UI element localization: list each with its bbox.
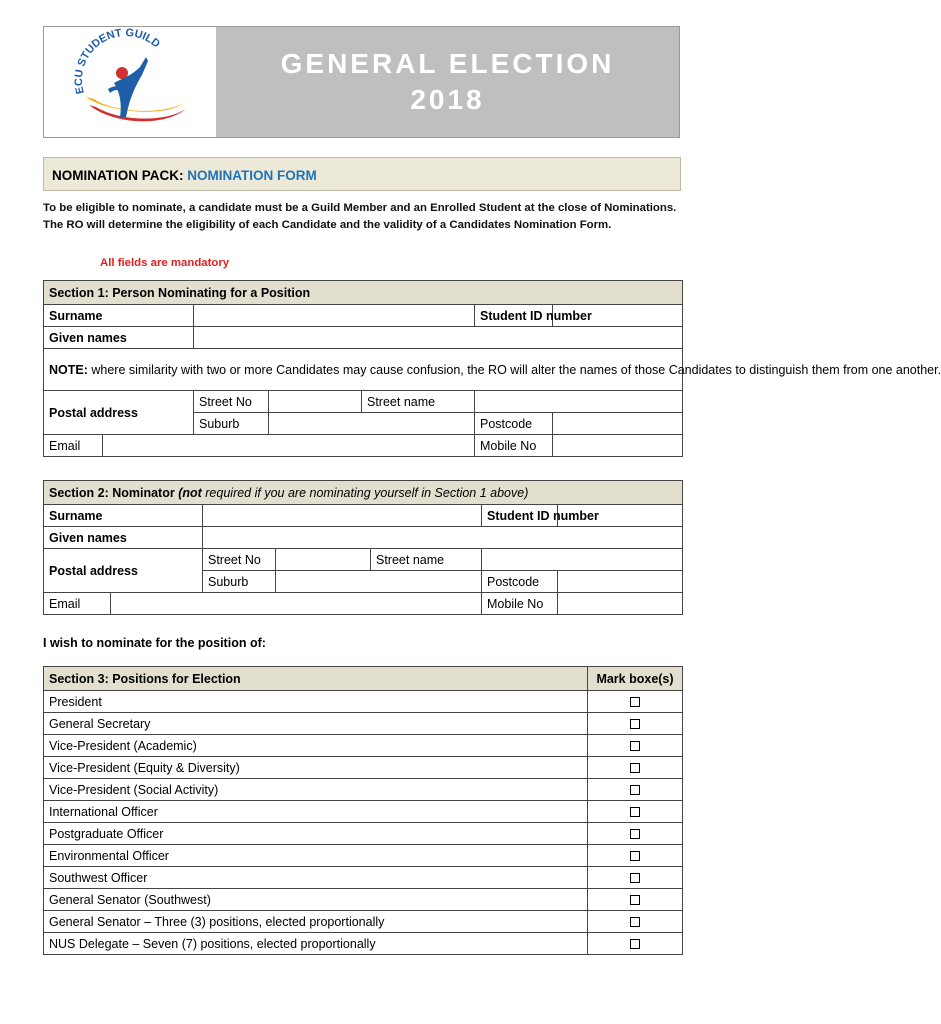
position-checkbox[interactable]: [630, 697, 640, 707]
s2-email-field[interactable]: [111, 593, 482, 615]
nomination-pack-highlight: NOMINATION FORM: [187, 168, 317, 183]
position-checkbox[interactable]: [630, 741, 640, 751]
position-checkbox[interactable]: [630, 851, 640, 861]
position-label: Vice-President (Equity & Diversity): [44, 757, 588, 779]
s2-student-id-label: Student ID number: [482, 505, 558, 527]
position-label: General Senator (Southwest): [44, 889, 588, 911]
s2-mobile-field[interactable]: [558, 593, 683, 615]
position-label: General Senator – Three (3) positions, elected proportionally: [44, 911, 588, 933]
position-checkbox-cell: [588, 911, 683, 933]
s2-postal-address-label: Postal address: [44, 549, 203, 593]
section-1-table: [43, 280, 941, 457]
s2-given-names-field[interactable]: [203, 527, 683, 549]
s1-surname-field[interactable]: [194, 305, 475, 327]
mark-boxes-heading: Mark boxe(s): [588, 667, 683, 691]
position-label: Vice-President (Social Activity): [44, 779, 588, 801]
s1-given-names-field[interactable]: [194, 327, 683, 349]
s1-mobile-label: Mobile No: [475, 435, 553, 457]
position-checkbox[interactable]: [630, 807, 640, 817]
s1-street-name-label: Street name: [362, 391, 475, 413]
wish-statement: I wish to nominate for the position of:: [43, 636, 266, 650]
position-checkbox[interactable]: [630, 829, 640, 839]
position-row: [44, 757, 683, 779]
s1-suburb-field[interactable]: [269, 413, 475, 435]
s1-postcode-field[interactable]: [553, 413, 683, 435]
position-checkbox[interactable]: [630, 763, 640, 773]
title-line-1: GENERAL ELECTION: [280, 48, 615, 79]
logo-text: ECU STUDENT GUILD: [72, 27, 163, 96]
position-checkbox[interactable]: [630, 873, 640, 883]
s1-postal-address-label: Postal address: [44, 391, 194, 435]
title-line-2: 2018: [410, 84, 485, 115]
position-row: [44, 801, 683, 823]
s1-surname-label: Surname: [44, 305, 194, 327]
position-checkbox-cell: [588, 823, 683, 845]
s2-postcode-label: Postcode: [482, 571, 558, 593]
position-label: Vice-President (Academic): [44, 735, 588, 757]
intro-text: [43, 200, 683, 234]
position-checkbox-cell: [588, 867, 683, 889]
s1-street-no-field[interactable]: [269, 391, 362, 413]
header: [43, 26, 680, 138]
position-checkbox[interactable]: [630, 785, 640, 795]
position-checkbox-cell: [588, 757, 683, 779]
s1-suburb-label: Suburb: [194, 413, 269, 435]
section-3-heading: Section 3: Positions for Election: [44, 667, 588, 691]
position-row: [44, 911, 683, 933]
position-label: Southwest Officer: [44, 867, 588, 889]
position-row: [44, 845, 683, 867]
s1-mobile-field[interactable]: [553, 435, 683, 457]
s2-given-names-label: Given names: [44, 527, 203, 549]
position-checkbox-cell: [588, 933, 683, 955]
position-checkbox[interactable]: [630, 917, 640, 927]
position-row: [44, 867, 683, 889]
intro-line-2: The RO will determine the eligibility of each Candidate and the validity of a Candidates Nomination Form.: [43, 219, 612, 231]
position-label: Environmental Officer: [44, 845, 588, 867]
s2-surname-field[interactable]: [203, 505, 482, 527]
position-checkbox[interactable]: [630, 719, 640, 729]
election-title: [216, 27, 679, 137]
s2-heading-not: not: [182, 485, 202, 500]
position-label: NUS Delegate – Seven (7) positions, elected proportionally: [44, 933, 588, 955]
s1-street-no-label: Street No: [194, 391, 269, 413]
s1-postcode-label: Postcode: [475, 413, 553, 435]
position-row: [44, 713, 683, 735]
section-1-heading: Section 1: Person Nominating for a Position: [44, 281, 683, 305]
s2-email-label: Email: [44, 593, 111, 615]
s1-email-label: Email: [44, 435, 103, 457]
position-checkbox-cell: [588, 889, 683, 911]
s2-street-no-label: Street No: [203, 549, 276, 571]
position-checkbox-cell: [588, 779, 683, 801]
guild-logo-icon: [44, 27, 216, 137]
position-row: [44, 691, 683, 713]
nomination-pack-bar: [43, 157, 681, 191]
position-label: General Secretary: [44, 713, 588, 735]
position-label: President: [44, 691, 588, 713]
position-row: [44, 823, 683, 845]
s1-note: [44, 349, 941, 391]
position-checkbox-cell: [588, 845, 683, 867]
s2-suburb-field[interactable]: [276, 571, 482, 593]
s2-postcode-field[interactable]: [558, 571, 683, 593]
position-checkbox-cell: [588, 691, 683, 713]
intro-line-1: To be eligible to nominate, a candidate must be a Guild Member and an Enrolled Student at the close of Nominations.: [43, 202, 677, 214]
s2-heading-rest: required if you are nominating yourself in Section 1 above): [201, 485, 529, 500]
position-checkbox[interactable]: [630, 939, 640, 949]
nomination-pack-prefix: NOMINATION PACK:: [52, 168, 184, 183]
s2-suburb-label: Suburb: [203, 571, 276, 593]
position-label: Postgraduate Officer: [44, 823, 588, 845]
position-row: [44, 735, 683, 757]
position-label: International Officer: [44, 801, 588, 823]
s1-student-id-label: Student ID number: [475, 305, 553, 327]
s1-note-bold: NOTE:: [49, 362, 88, 377]
position-checkbox-cell: [588, 801, 683, 823]
position-row: [44, 933, 683, 955]
s2-street-no-field[interactable]: [276, 549, 371, 571]
position-checkbox[interactable]: [630, 895, 640, 905]
section-2-heading: [44, 481, 683, 505]
position-row: [44, 889, 683, 911]
section-3-table: [43, 666, 683, 955]
s2-heading-paren: (: [174, 485, 183, 500]
s2-street-name-field[interactable]: [482, 549, 683, 571]
position-row: [44, 779, 683, 801]
mandatory-note: All fields are mandatory: [100, 257, 230, 269]
s1-street-name-field[interactable]: [475, 391, 683, 413]
s2-street-name-label: Street name: [371, 549, 482, 571]
section-2-table: [43, 480, 683, 615]
guild-logo: [44, 27, 217, 137]
s1-given-names-label: Given names: [44, 327, 194, 349]
position-checkbox-cell: [588, 735, 683, 757]
s1-email-field[interactable]: [103, 435, 475, 457]
position-checkbox-cell: [588, 713, 683, 735]
s2-heading-bold: Section 2: Nominator: [49, 485, 175, 500]
s2-mobile-label: Mobile No: [482, 593, 558, 615]
s1-note-text: where similarity with two or more Candidates may cause confusion, the RO will alter the names of those Candidates to distinguish them from one another.: [87, 362, 941, 377]
s2-surname-label: Surname: [44, 505, 203, 527]
